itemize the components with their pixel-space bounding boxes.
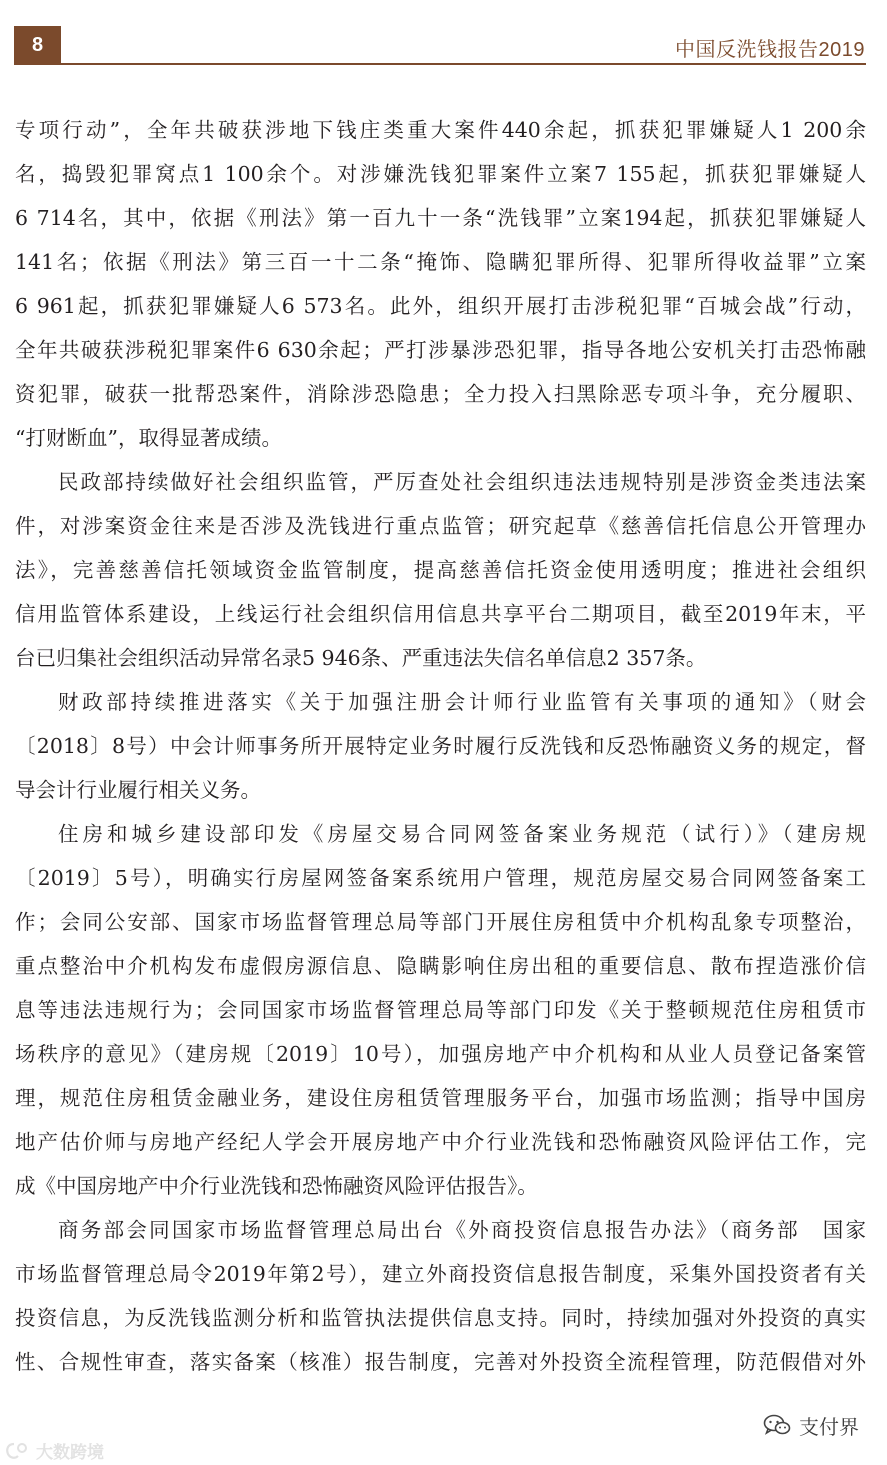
text-line: 信用监管体系建设，上线运行社会组织信用信息共享平台二期项目，截至2019年末，平	[15, 602, 866, 626]
page-header	[0, 0, 887, 70]
paragraph-first-line: 民政部持续做好社会组织监管，严厉查处社会组织违法违规特别是涉资金类违法案	[58, 470, 866, 494]
corner-watermark	[4, 1438, 104, 1463]
text-line: 6 714名，其中，依据《刑法》第一百九十一条“洗钱罪”立案194起，抓获犯罪嫌疑人	[15, 206, 866, 230]
text-line: 141名；依据《刑法》第三百一十二条“掩饰、隐瞒犯罪所得、犯罪所得收益罪”立案	[15, 250, 866, 274]
wechat-watermark	[763, 1412, 859, 1438]
text-line: 专项行动”，全年共破获涉地下钱庄类重大案件440余起，抓获犯罪嫌疑人1 200余	[15, 118, 866, 142]
text-line: 全年共破获涉税犯罪案件6 630余起；严打涉暴涉恐犯罪，指导各地公安机关打击恐怖融	[15, 338, 866, 362]
text-line: 作；会同公安部、国家市场监督管理总局等部门开展住房租赁中介机构乱象专项整治，	[15, 910, 866, 934]
text-line: 台已归集社会组织活动异常名录5 946条、严重违法失信名单信息2 357条。	[15, 646, 707, 670]
text-line: 成《中国房地产中介行业洗钱和恐怖融资风险评估报告》。	[15, 1174, 538, 1198]
watermark-label: 支付界	[799, 1416, 859, 1439]
text-line: 理，规范住房租赁金融业务，建设住房租赁管理服务平台，加强市场监测；指导中国房	[15, 1086, 866, 1110]
body-text	[15, 108, 866, 1384]
text-line: 市场监督管理总局令2019年第2号），建立外商投资信息报告制度，采集外国投资者有关	[15, 1262, 866, 1286]
text-line: 导会计行业履行相关义务。	[15, 778, 261, 802]
text-line: 投资信息，为反洗钱监测分析和监管执法提供信息支持。同时，持续加强对外投资的真实	[15, 1306, 866, 1330]
text-line: 资犯罪，破获一批帮恐案件，消除涉恐隐患；全力投入扫黑除恶专项斗争，充分履职、	[15, 382, 866, 406]
wechat-icon	[763, 1414, 791, 1436]
paragraph-first-line: 财政部持续推进落实《关于加强注册会计师行业监管有关事项的通知》（财会	[58, 690, 866, 714]
text-line: 名，捣毁犯罪窝点1 100余个。对涉嫌洗钱犯罪案件立案7 155起，抓获犯罪嫌疑人	[15, 162, 866, 186]
text-line: 性、合规性审查，落实备案（核准）报告制度，完善对外投资全流程管理，防范假借对外	[15, 1350, 866, 1374]
text-line: 息等违法违规行为；会同国家市场监督管理总局等部门印发《关于整顿规范住房租赁市	[15, 998, 866, 1022]
text-line: 件，对涉案资金往来是否涉及洗钱进行重点监管；研究起草《慈善信托信息公开管理办	[15, 514, 866, 538]
paragraph-first-line: 住房和城乡建设部印发《房屋交易合同网签备案业务规范（试行）》（建房规	[58, 822, 866, 846]
text-line: “打财断血”，取得显著成绩。	[15, 426, 282, 450]
text-line: 6 961起，抓获犯罪嫌疑人6 573名。此外，组织开展打击涉税犯罪“百城会战”行动，	[15, 294, 866, 318]
report-title: 中国反洗钱报告2019	[675, 39, 865, 61]
text-line: 〔2019〕5号），明确实行房屋网签备案系统用户管理，规范房屋交易合同网签备案工	[15, 866, 866, 890]
paragraph-first-line: 商务部会同国家市场监督管理总局出台《外商投资信息报告办法》（商务部 国家	[58, 1218, 866, 1242]
page-number-badge: 8	[14, 26, 61, 64]
text-line: 场秩序的意见》（建房规〔2019〕10号），加强房地产中介机构和从业人员登记备案管	[15, 1042, 866, 1066]
text-line: 地产估价师与房地产经纪人学会开展房地产中介行业洗钱和恐怖融资风险评估工作，完	[15, 1130, 866, 1154]
corner-mark-label: 大数跨境	[36, 1443, 104, 1462]
text-line: 法》，完善慈善信托领域资金监管制度，提高慈善信托资金使用透明度；推进社会组织	[15, 558, 866, 582]
header-divider	[14, 63, 866, 65]
logo-icon	[4, 1441, 30, 1461]
text-line: 〔2018〕8号）中会计师事务所开展特定业务时履行反洗钱和反恐怖融资义务的规定，督	[15, 734, 866, 758]
text-line: 重点整治中介机构发布虚假房源信息、隐瞒影响住房出租的重要信息、散布捏造涨价信	[15, 954, 866, 978]
